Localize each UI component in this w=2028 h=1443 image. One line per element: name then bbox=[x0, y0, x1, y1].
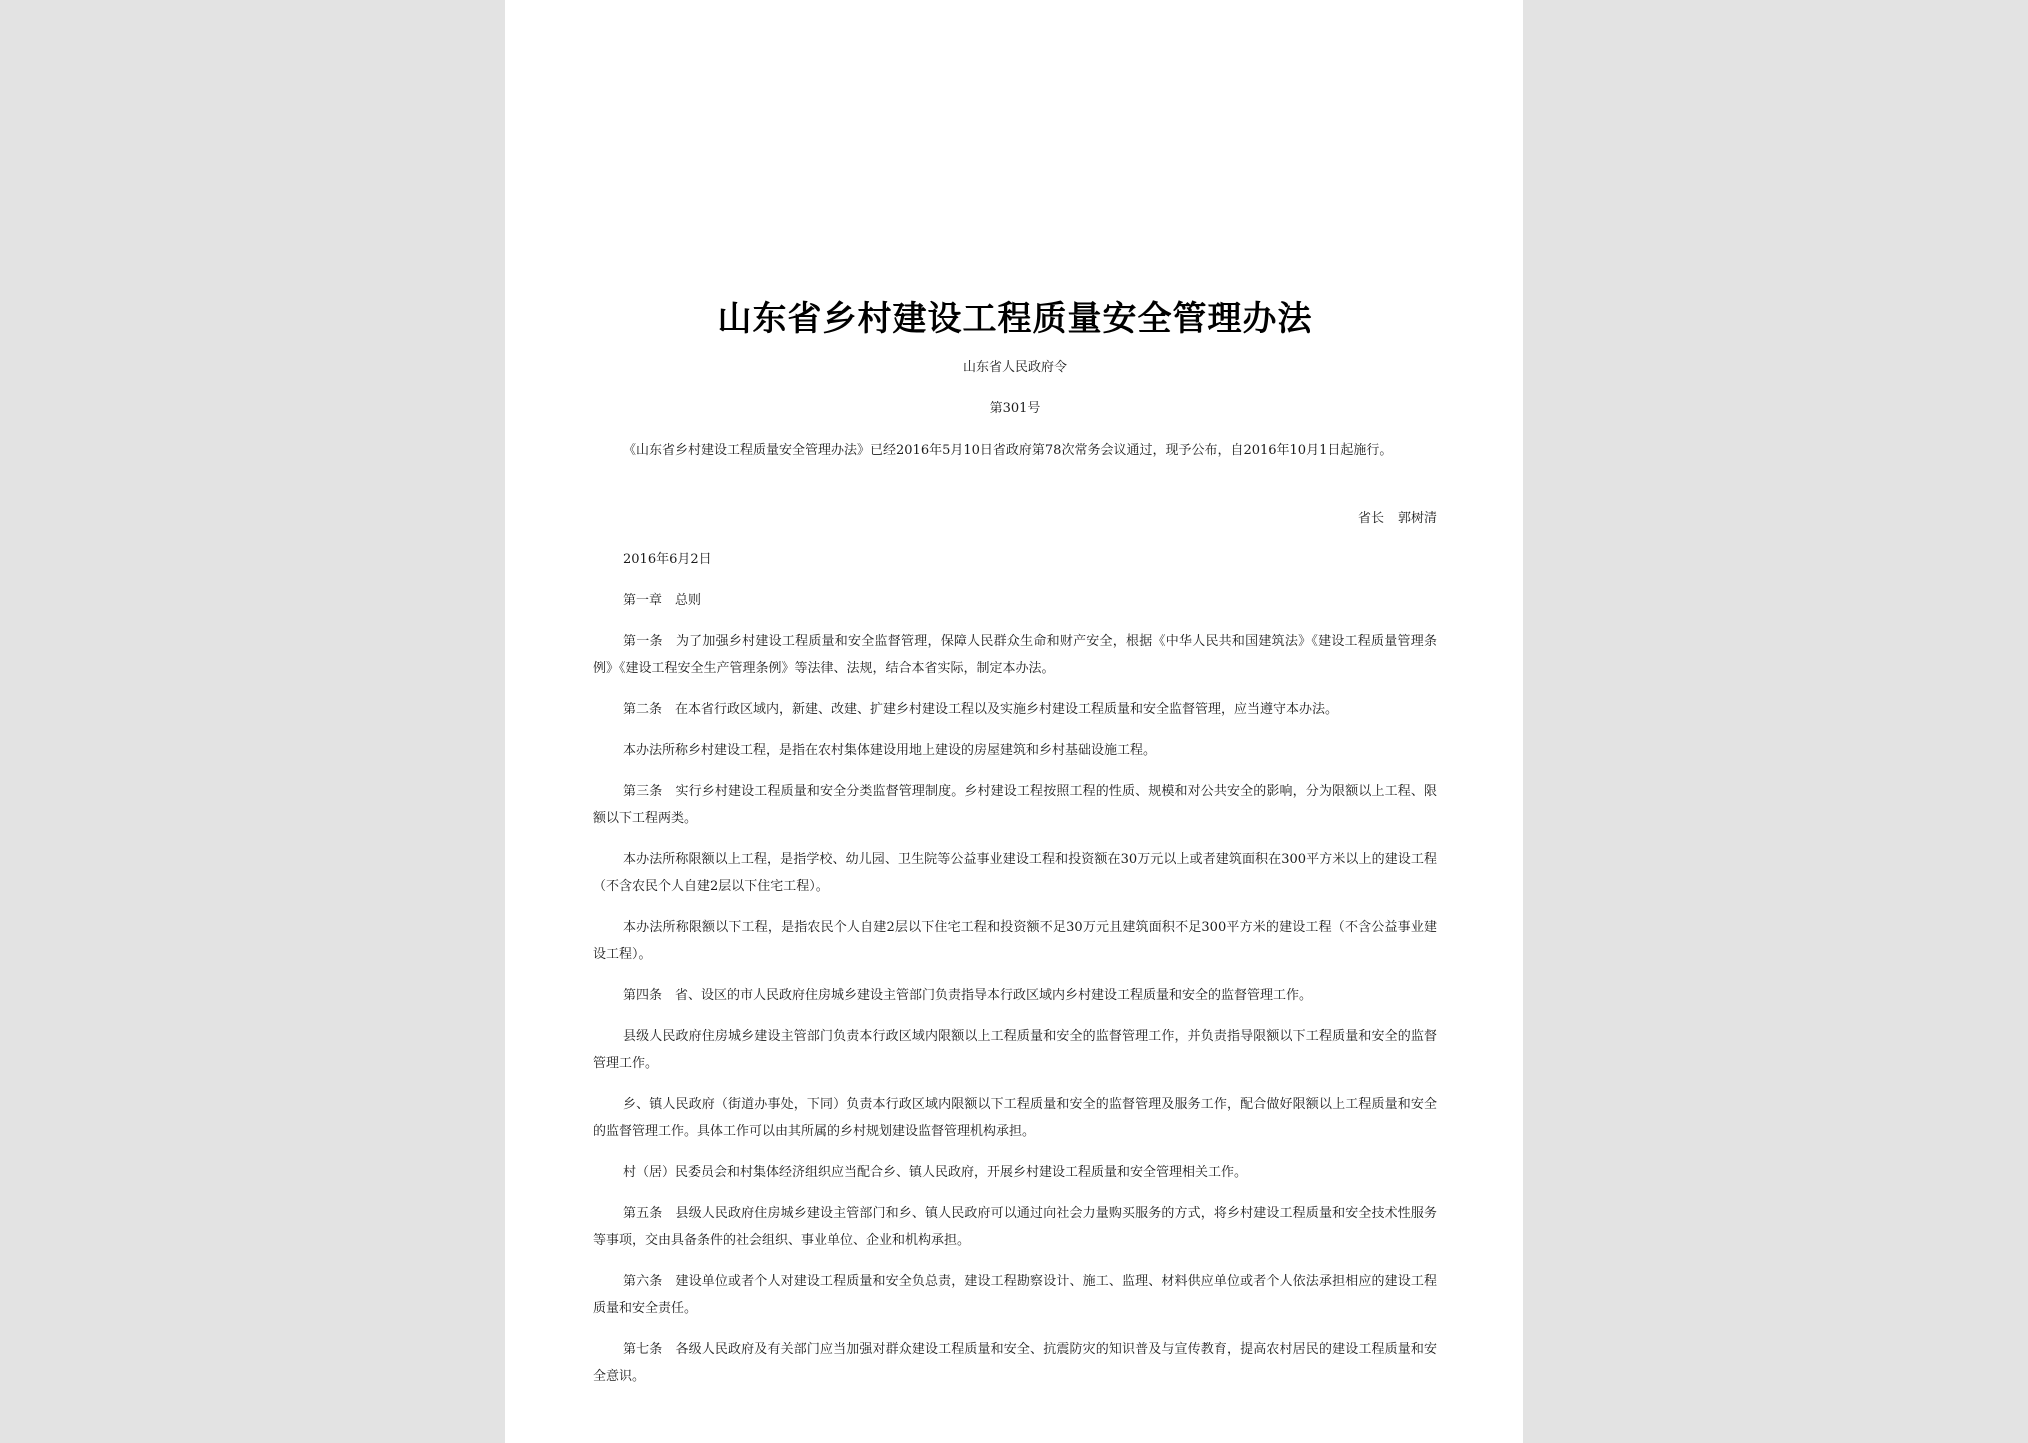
article-paragraph: 第三条 实行乡村建设工程质量和安全分类监督管理制度。乡村建设工程按照工程的性质、规模和对公共安全的影响，分为限额以上工程、限额以下工程两类。 bbox=[593, 784, 1437, 826]
signature-line bbox=[1358, 505, 1437, 532]
article-paragraph: 乡、镇人民政府（街道办事处，下同）负责本行政区域内限额以下工程质量和安全的监督管理及服务工作，配合做好限额以上工程质量和安全的监督管理工作。具体工作可以由其所属的乡村规划建设监督管理机构承担。 bbox=[593, 1097, 1437, 1139]
signer-name: 郭树清 bbox=[1397, 511, 1437, 526]
article-paragraph: 第六条 建设单位或者个人对建设工程质量和安全负总责，建设工程勘察设计、施工、监理、材料供应单位或者个人依法承担相应的建设工程质量和安全责任。 bbox=[593, 1274, 1437, 1316]
article-paragraph: 本办法所称乡村建设工程，是指在农村集体建设用地上建设的房屋建筑和乡村基础设施工程。 bbox=[623, 743, 1157, 758]
article-paragraph: 县级人民政府住房城乡建设主管部门负责本行政区域内限额以上工程质量和安全的监督管理工作，并负责指导限额以下工程质量和安全的监督管理工作。 bbox=[593, 1029, 1437, 1071]
article-paragraph: 第七条 各级人民政府及有关部门应当加强对群众建设工程质量和安全、抗震防灾的知识普及与宣传教育，提高农村居民的建设工程质量和安全意识。 bbox=[593, 1342, 1437, 1384]
signer-title: 省长 bbox=[1357, 511, 1384, 526]
document-page bbox=[505, 0, 1523, 1443]
chapter-heading: 第一章 总则 bbox=[623, 593, 702, 608]
document-title: 山东省乡村建设工程质量安全管理办法 bbox=[717, 299, 1313, 339]
article-paragraph: 第一条 为了加强乡村建设工程质量和安全监督管理，保障人民群众生命和财产安全，根据《中华人民共和国建筑法》《建设工程质量管理条例》《建设工程安全生产管理条例》等法律、法规，结合本省实际，制定本办法。 bbox=[593, 634, 1437, 676]
article-paragraph: 第五条 县级人民政府住房城乡建设主管部门和乡、镇人民政府可以通过向社会力量购买服务的方式，将乡村建设工程质量和安全技术性服务等事项，交由具备条件的社会组织、事业单位、企业和机构承担。 bbox=[593, 1206, 1437, 1248]
article-paragraph: 村（居）民委员会和村集体经济组织应当配合乡、镇人民政府，开展乡村建设工程质量和安全管理相关工作。 bbox=[623, 1165, 1248, 1180]
article-paragraph: 第二条 在本省行政区域内，新建、改建、扩建乡村建设工程以及实施乡村建设工程质量和安全监督管理，应当遵守本办法。 bbox=[623, 702, 1339, 717]
issue-date: 2016年6月2日 bbox=[623, 552, 712, 567]
issuer-line: 山东省人民政府令 bbox=[962, 360, 1067, 375]
preamble-paragraph: 《山东省乡村建设工程质量安全管理办法》已经2016年5月10日省政府第78次常务会议通过，现予公布，自2016年10月1日起施行。 bbox=[623, 443, 1393, 458]
order-number: 第301号 bbox=[989, 401, 1041, 416]
article-paragraph: 第四条 省、设区的市人民政府住房城乡建设主管部门负责指导本行政区域内乡村建设工程质量和安全的监督管理工作。 bbox=[623, 988, 1313, 1003]
article-paragraph: 本办法所称限额以下工程，是指农民个人自建2层以下住宅工程和投资额不足30万元且建筑面积不足300平方米的建设工程（不含公益事业建设工程）。 bbox=[593, 920, 1437, 962]
article-paragraph: 本办法所称限额以上工程，是指学校、幼儿园、卫生院等公益事业建设工程和投资额在30万元以上或者建筑面积在300平方米以上的建设工程（不含农民个人自建2层以下住宅工程）。 bbox=[593, 852, 1437, 894]
document-content bbox=[593, 0, 1437, 1443]
